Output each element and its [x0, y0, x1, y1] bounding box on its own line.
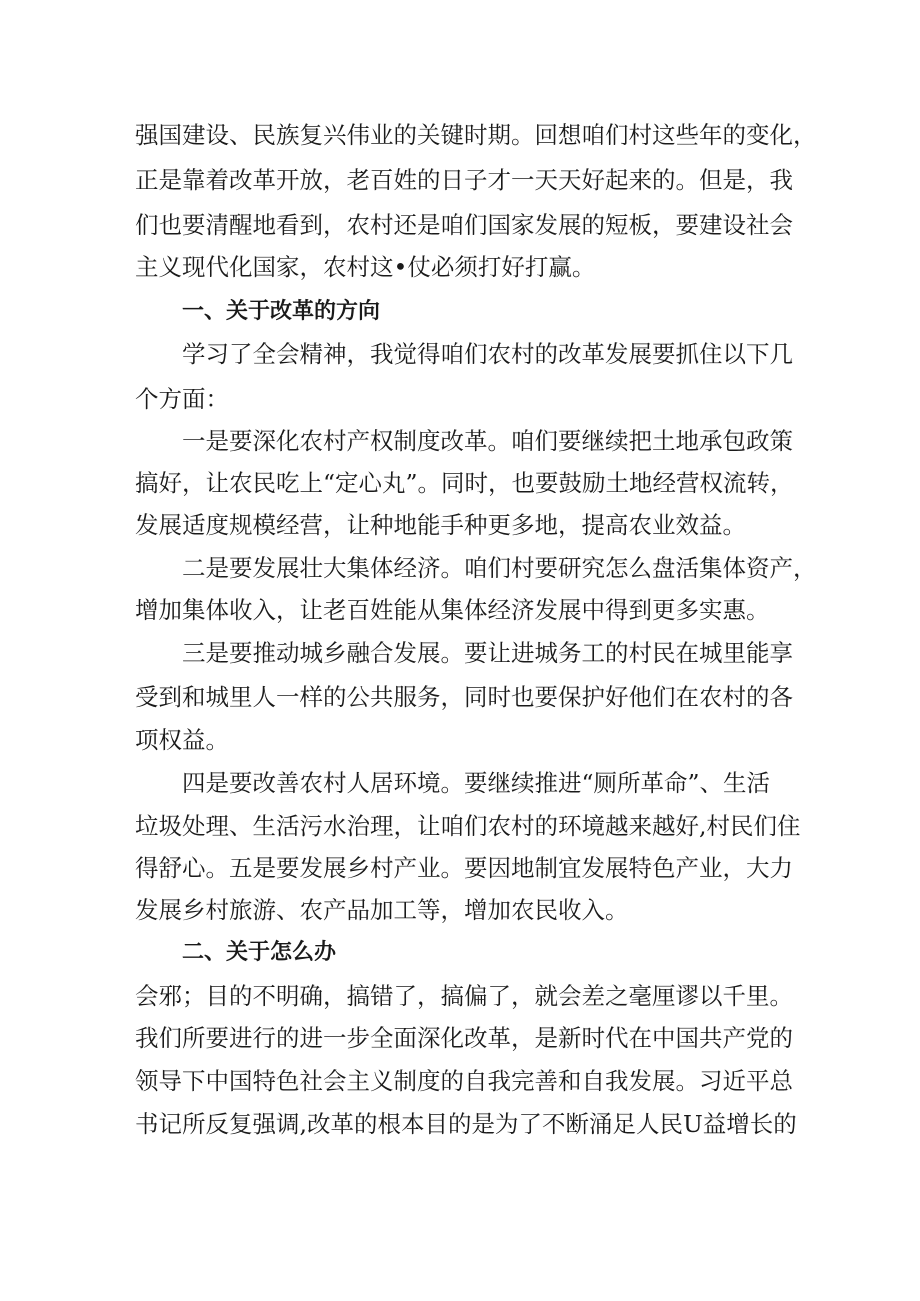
line-text: 强国建设、民族复兴伟业的关键时期。回想咱们村这些年的变化， — [135, 121, 817, 149]
line-text: 我们所要进行的进一步全面深化改革，是新时代在中国共产党的 — [135, 1024, 793, 1052]
line-text: 们也要清醒地看到，农村还是咱们国家发展的短板，要建设社会 — [135, 211, 793, 239]
paragraph-line — [0, 675, 920, 719]
paragraph-line — [0, 846, 920, 890]
paragraph-line — [0, 718, 920, 762]
line-text: 得舒心。五是要发展乡村产业。要因地制宜发展特色产业，大力 — [135, 854, 793, 882]
line-text: 一是要深化农村产权制度改革。咱们要继续把土地承包政策 — [182, 427, 793, 455]
line-text: 垃圾处理、生活污水治理，让咱们农村的环境越来越好,村民们住 — [135, 812, 801, 840]
line-text: 项权益。 — [135, 726, 229, 754]
line-text: 书记所反复强调,改革的根本目的是为了不断涌足人民U益增长的 — [135, 1110, 797, 1138]
line-text: 发展适度规模经营，让种地能手种更多地，提高农业效益。 — [135, 511, 746, 539]
section-heading — [0, 290, 920, 334]
paragraph-line — [0, 203, 920, 247]
section-heading — [0, 931, 920, 975]
paragraph-line — [0, 974, 920, 1018]
line-text: 搞好，让农民吃上“定心丸”。同时，也要鼓励土地经营权流转， — [135, 469, 794, 497]
paragraph-line — [0, 1059, 920, 1103]
line-text: 正是靠着改革开放，老百姓的日子才一天天好起来的。但是，我 — [135, 166, 793, 194]
line-text: 学习了全会精神，我觉得咱们农村的改革发展要抓住以下几 — [182, 340, 793, 368]
paragraph-line — [0, 546, 920, 590]
paragraph-line — [0, 419, 920, 463]
paragraph-line — [0, 631, 920, 675]
line-text: 领导下中国特色社会主义制度的自我完善和自我发展。习近平总 — [135, 1067, 793, 1095]
line-text: 个方面： — [135, 385, 229, 413]
paragraph-line — [0, 588, 920, 632]
paragraph-line — [0, 503, 920, 547]
paragraph-line — [0, 1102, 920, 1146]
paragraph-line — [0, 377, 920, 421]
paragraph-line — [0, 245, 920, 289]
paragraph-line — [0, 332, 920, 376]
heading-text: 二、关于怎么办 — [182, 940, 337, 965]
line-text: 主义现代化国家，农村这•仗必须打好打赢。 — [135, 253, 596, 281]
line-text: 四是要改善农村人居环境。要继续推进“厕所革命”、生活 — [182, 769, 771, 797]
paragraph-line — [0, 888, 920, 932]
paragraph-line — [0, 1016, 920, 1060]
line-text: 会邪；目的不明确，搞错了，搞偏了，就会差之毫厘谬以千里。 — [135, 982, 793, 1010]
line-text: 增加集体收入，让老百姓能从集体经济发展中得到更多实惠。 — [135, 596, 770, 624]
line-text: 受到和城里人一样的公共服务，同时也要保护好他们在农村的各 — [135, 683, 793, 711]
line-text: 二是要发展壮大集体经济。咱们村要研究怎么盘活集体资产， — [182, 554, 817, 582]
heading-text: 一、关于改革的方向 — [182, 299, 381, 324]
paragraph-line — [0, 113, 920, 157]
paragraph-line — [0, 158, 920, 202]
paragraph-line — [0, 461, 920, 505]
paragraph-line — [0, 804, 920, 848]
line-text: 发展乡村旅游、农产品加工等，增加农民收入。 — [135, 896, 629, 924]
paragraph-line — [0, 761, 920, 805]
line-text: 三是要推动城乡融合发展。要让进城务工的村民在城里能享 — [182, 639, 793, 667]
